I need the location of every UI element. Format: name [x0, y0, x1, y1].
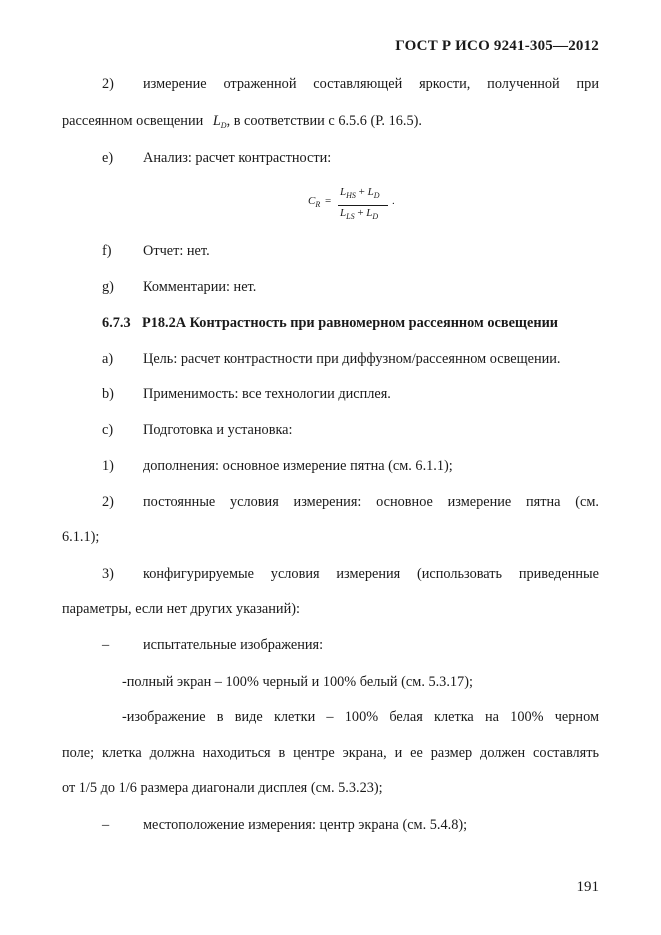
section-title: Р18.2А Контрастность при равномерном рассеянном освещении	[142, 315, 559, 331]
fraction-bar	[338, 205, 388, 206]
paragraph-line: Анализ: расчет контрастности:	[143, 150, 332, 166]
list-marker: g)	[102, 279, 114, 295]
formula-symbol: L	[340, 207, 347, 219]
list-marker: 2)	[102, 76, 114, 92]
formula-subscript: D	[373, 191, 380, 200]
formula-dot: .	[392, 195, 395, 207]
paragraph-line: Отчет: нет.	[143, 243, 210, 259]
formula-symbol: L	[340, 186, 347, 198]
document-header: ГОСТ Р ИСО 9241-305—2012	[395, 38, 599, 54]
formula-symbol: L	[366, 207, 373, 219]
list-marker: b)	[102, 386, 114, 402]
paragraph-line: местоположение измерения: центр экрана (см. 5.4.8);	[143, 817, 468, 833]
list-marker: 3)	[102, 566, 114, 582]
formula-symbol: C	[308, 195, 316, 207]
list-marker: 1)	[102, 458, 114, 474]
page-number: 191	[576, 879, 599, 895]
text-run: рассеянном освещении	[62, 113, 204, 129]
formula-denominator	[340, 207, 378, 221]
paragraph-line: от 1/5 до 1/6 размера диагонали дисплея (см. 5.3.23);	[62, 780, 383, 796]
list-marker: a)	[102, 351, 114, 367]
paragraph-line: Цель: расчет контрастности при диффузном/рассеянном освещении.	[143, 351, 561, 367]
paragraph-line: параметры, если нет других указаний):	[62, 601, 300, 617]
paragraph-line: постоянные условия измерения: основное измерение пятна (см.	[143, 494, 599, 510]
list-marker: f)	[102, 243, 112, 259]
formula-subscript: D	[372, 212, 379, 221]
list-marker: c)	[102, 422, 114, 438]
dash-marker: –	[102, 817, 110, 833]
formula-symbol: L	[367, 186, 374, 198]
paragraph-line: испытательные изображения:	[143, 637, 324, 653]
paragraph-line: 6.1.1);	[62, 529, 100, 545]
formula-subscript: R	[315, 200, 321, 209]
formula-equals: =	[324, 195, 332, 207]
text-run: , в соответствии с 6.5.6 (Р. 16.5).	[226, 113, 422, 129]
paragraph-line	[62, 113, 422, 130]
dash-marker: –	[102, 637, 110, 653]
formula-plus: +	[358, 186, 365, 198]
list-marker: 2)	[102, 494, 114, 510]
formula-subscript: HS	[346, 191, 356, 200]
paragraph-line: Комментарии: нет.	[143, 279, 257, 295]
list-marker: e)	[102, 150, 114, 166]
paragraph-line: дополнения: основное измерение пятна (см. 6.1.1);	[143, 458, 453, 474]
paragraph-line: поле; клетка должна находиться в центре экрана, и ее размер должен составлять	[62, 745, 599, 761]
formula-subscript: LS	[346, 212, 355, 221]
paragraph-line: Применимость: все технологии дисплея.	[143, 386, 391, 402]
formula-numerator	[340, 186, 380, 200]
paragraph-line: -изображение в виде клетки – 100% белая клетка на 100% черном	[122, 709, 599, 725]
paragraph-line: -полный экран – 100% черный и 100% белый (см. 5.3.17);	[122, 674, 473, 690]
symbol-L: L	[212, 113, 221, 129]
paragraph-line: Подготовка и установка:	[143, 422, 293, 438]
formula-lhs	[308, 195, 331, 209]
section-number: 6.7.3	[102, 315, 131, 331]
paragraph-line: измерение отраженной составляющей яркости, полученной при	[143, 76, 599, 92]
contrast-formula	[300, 186, 410, 226]
symbol-subscript: D	[220, 121, 227, 130]
formula-plus: +	[357, 207, 364, 219]
paragraph-line: конфигурируемые условия измерения (использовать приведенные	[143, 566, 599, 582]
